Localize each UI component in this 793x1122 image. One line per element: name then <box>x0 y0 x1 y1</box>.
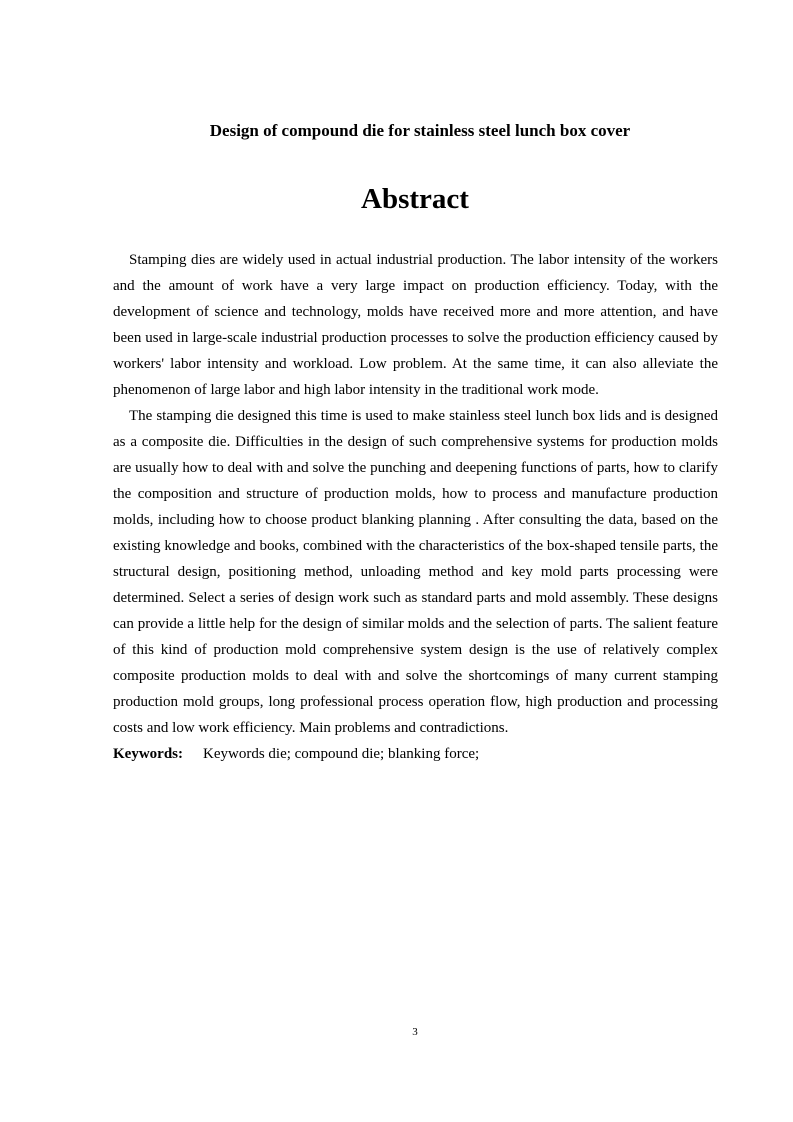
abstract-paragraph-2: The stamping die designed this time is used to make stainless steel lunch box lids and is designed as a composite die. Difficulties in the design of such comprehensive systems for production molds are usually how to deal with and solve the punching and deepening functions of parts, how to clarify the composition and structure of production molds, how to process and manufacture production molds, including how to choose product blanking planning . After consulting the data, based on the existing knowledge and books, combined with the characteristics of the box-shaped tensile parts, the structural design, positioning method, unloading method and key mold parts processing were determined. Select a series of design work such as standard parts and mold assembly. These designs can provide a little help for the design of similar molds and the selection of parts. The salient feature of this kind of production mold comprehensive system design is the use of relatively complex composite production molds to deal with and solve the shortcomings of many current stamping production mold groups, long professional process operation flow, high production and processing costs and low work efficiency. Main problems and contradictions. <box>113 408 718 736</box>
abstract-heading: Abstract <box>361 183 469 215</box>
abstract-body <box>113 247 718 767</box>
abstract-paragraph-1: Stamping dies are widely used in actual industrial production. The labor intensity of the workers and the amount of work have a very large impact on production efficiency. Today, with the development of science and technology, molds have received more and more attention, and have been used in large-scale industrial production processes to solve the production efficiency caused by workers' labor intensity and workload. Low problem. At the same time, it can also alleviate the phenomenon of large labor and high labor intensity in the traditional work mode. <box>113 252 718 398</box>
page-number: 3 <box>412 1026 418 1038</box>
keywords-label: Keywords: <box>113 746 183 762</box>
keywords-line <box>113 741 718 767</box>
paper-title: Design of compound die for stainless steel lunch box cover <box>209 121 631 140</box>
keywords-text: Keywords die; compound die; blanking force; <box>203 746 480 762</box>
